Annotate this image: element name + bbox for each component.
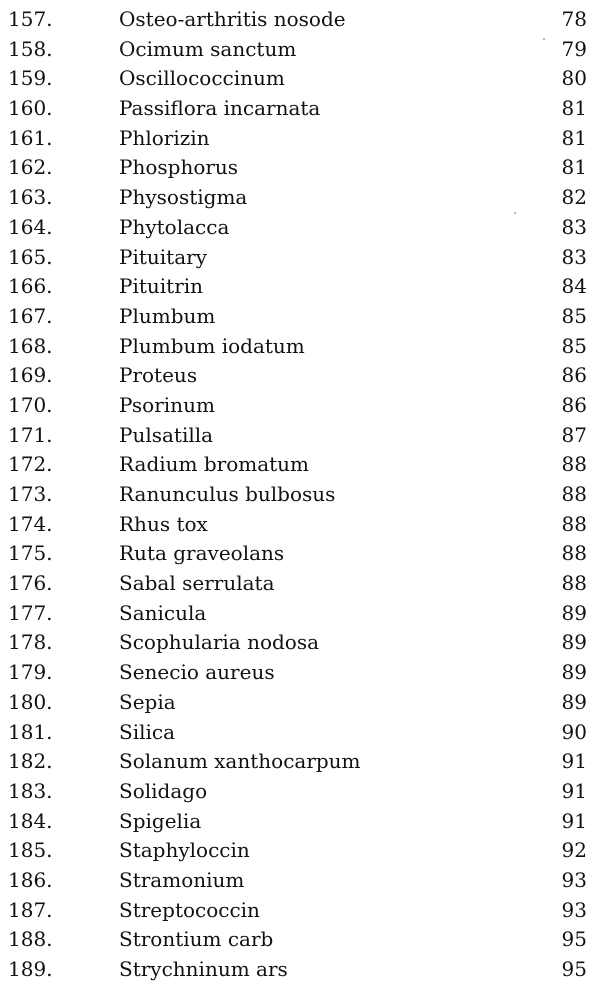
toc-entry bbox=[0, 35, 600, 65]
entry-title: Silica bbox=[119, 719, 176, 744]
toc-entry bbox=[0, 569, 600, 599]
entry-title: Pulsatilla bbox=[119, 422, 214, 447]
toc-entry bbox=[0, 807, 600, 837]
entry-title: Solanum xanthocarpum bbox=[119, 749, 361, 774]
entry-title: Streptococcin bbox=[119, 897, 260, 922]
entry-title: Staphyloccin bbox=[119, 838, 250, 863]
entry-number: 172. bbox=[8, 452, 53, 477]
entry-title: Phytolacca bbox=[119, 214, 230, 239]
entry-title: Ranunculus bulbosus bbox=[119, 482, 336, 506]
toc-entry bbox=[0, 539, 600, 569]
entry-title: Psorinum bbox=[119, 392, 215, 417]
entry-number: 173. bbox=[8, 482, 53, 506]
toc-entry bbox=[0, 243, 600, 273]
entry-page-number: 83 bbox=[561, 214, 587, 239]
entry-page-number: 92 bbox=[561, 838, 587, 863]
entry-page-number: 83 bbox=[561, 244, 587, 269]
toc-entry bbox=[0, 213, 600, 243]
entry-title: Senecio aureus bbox=[119, 660, 275, 685]
entry-number: 176. bbox=[8, 571, 53, 596]
toc-entry bbox=[0, 124, 600, 154]
entry-page-number: 91 bbox=[561, 808, 587, 833]
entry-number: 161. bbox=[8, 125, 53, 150]
toc-entry bbox=[0, 421, 600, 451]
entry-title: Plumbum iodatum bbox=[119, 333, 305, 358]
toc-entry bbox=[0, 450, 600, 480]
toc-entry bbox=[0, 153, 600, 183]
entry-page-number: 81 bbox=[561, 125, 587, 150]
entry-number: 186. bbox=[8, 867, 53, 892]
paper-speck bbox=[543, 38, 545, 40]
entry-title: Osteo-arthritis nosode bbox=[119, 7, 346, 31]
entry-number: 167. bbox=[8, 303, 53, 328]
entry-title: Strontium carb bbox=[119, 927, 274, 952]
entry-page-number: 89 bbox=[561, 660, 587, 685]
entry-title: Scophularia nodosa bbox=[119, 630, 320, 655]
paper-speck bbox=[514, 212, 516, 214]
entry-title: Phlorizin bbox=[119, 125, 210, 150]
toc-entry bbox=[0, 510, 600, 540]
entry-number: 157. bbox=[8, 7, 53, 31]
toc-entry bbox=[0, 628, 600, 658]
entry-number: 166. bbox=[8, 274, 53, 299]
entry-title: Phosphorus bbox=[119, 155, 239, 180]
entry-title: Ocimum sanctum bbox=[119, 36, 297, 61]
entry-page-number: 81 bbox=[561, 96, 587, 121]
toc-entry bbox=[0, 896, 600, 926]
toc-entry bbox=[0, 955, 600, 985]
entry-title: Physostigma bbox=[119, 185, 248, 210]
entry-title: Ruta graveolans bbox=[119, 541, 285, 566]
entry-number: 189. bbox=[8, 957, 53, 981]
toc-entry bbox=[0, 718, 600, 748]
entry-number: 162. bbox=[8, 155, 53, 180]
entry-page-number: 88 bbox=[561, 571, 587, 596]
entry-title: Sanicula bbox=[119, 600, 207, 625]
entry-number: 180. bbox=[8, 689, 53, 714]
toc-entry bbox=[0, 688, 600, 718]
entry-number: 160. bbox=[8, 96, 53, 121]
entry-page-number: 88 bbox=[561, 511, 587, 536]
entry-number: 182. bbox=[8, 749, 53, 774]
toc-entry bbox=[0, 836, 600, 866]
entry-page-number: 91 bbox=[561, 749, 587, 774]
entry-number: 170. bbox=[8, 392, 53, 417]
entry-title: Sepia bbox=[119, 689, 176, 714]
toc-entry bbox=[0, 64, 600, 94]
entry-page-number: 82 bbox=[561, 185, 587, 210]
entry-page-number: 89 bbox=[561, 600, 587, 625]
entry-number: 178. bbox=[8, 630, 53, 655]
toc-entry bbox=[0, 777, 600, 807]
toc-entry bbox=[0, 599, 600, 629]
entry-title: Stramonium bbox=[119, 867, 245, 892]
entry-number: 158. bbox=[8, 36, 53, 61]
entry-page-number: 88 bbox=[561, 482, 587, 506]
entry-title: Proteus bbox=[119, 363, 198, 388]
toc-entry bbox=[0, 658, 600, 688]
entry-number: 183. bbox=[8, 778, 53, 803]
entry-number: 181. bbox=[8, 719, 53, 744]
entry-page-number: 86 bbox=[561, 392, 587, 417]
entry-number: 168. bbox=[8, 333, 53, 358]
entry-number: 187. bbox=[8, 897, 53, 922]
entry-page-number: 93 bbox=[561, 867, 587, 892]
entry-title: Radium bromatum bbox=[119, 452, 310, 477]
toc-entry bbox=[0, 391, 600, 421]
toc-entry bbox=[0, 5, 600, 35]
entry-page-number: 86 bbox=[561, 363, 587, 388]
entry-page-number: 88 bbox=[561, 541, 587, 566]
toc-entry bbox=[0, 183, 600, 213]
entry-title: Solidago bbox=[119, 778, 208, 803]
entry-page-number: 87 bbox=[561, 422, 587, 447]
entry-page-number: 93 bbox=[561, 897, 587, 922]
entry-page-number: 85 bbox=[561, 333, 587, 358]
entry-number: 179. bbox=[8, 660, 53, 685]
entry-page-number: 81 bbox=[561, 155, 587, 180]
entry-title: Rhus tox bbox=[119, 511, 208, 536]
entry-number: 175. bbox=[8, 541, 53, 566]
entry-page-number: 79 bbox=[561, 36, 587, 61]
entry-number: 174. bbox=[8, 511, 53, 536]
toc-entry bbox=[0, 925, 600, 955]
entry-number: 169. bbox=[8, 363, 53, 388]
entry-title: Passiflora incarnata bbox=[119, 96, 321, 121]
entry-title: Spigelia bbox=[119, 808, 202, 833]
toc-entry bbox=[0, 302, 600, 332]
toc-entry bbox=[0, 480, 600, 510]
toc-entry bbox=[0, 866, 600, 896]
toc-entry bbox=[0, 332, 600, 362]
entry-page-number: 80 bbox=[561, 66, 587, 91]
entry-number: 164. bbox=[8, 214, 53, 239]
table-of-contents bbox=[0, 5, 600, 985]
toc-entry bbox=[0, 747, 600, 777]
toc-entry bbox=[0, 361, 600, 391]
entry-number: 159. bbox=[8, 66, 53, 91]
entry-number: 163. bbox=[8, 185, 53, 210]
entry-number: 184. bbox=[8, 808, 53, 833]
toc-entry bbox=[0, 94, 600, 124]
entry-number: 188. bbox=[8, 927, 53, 952]
entry-number: 177. bbox=[8, 600, 53, 625]
entry-number: 171. bbox=[8, 422, 53, 447]
entry-page-number: 78 bbox=[561, 7, 587, 31]
entry-page-number: 90 bbox=[561, 719, 587, 744]
toc-entry bbox=[0, 272, 600, 302]
entry-page-number: 91 bbox=[561, 778, 587, 803]
entry-page-number: 95 bbox=[561, 957, 587, 981]
entry-title: Plumbum bbox=[119, 303, 216, 328]
entry-title: Sabal serrulata bbox=[119, 571, 275, 596]
entry-page-number: 85 bbox=[561, 303, 587, 328]
entry-title: Pituitary bbox=[119, 244, 207, 269]
entry-number: 185. bbox=[8, 838, 53, 863]
entry-title: Oscillococcinum bbox=[119, 66, 285, 91]
entry-page-number: 89 bbox=[561, 689, 587, 714]
entry-title: Strychninum ars bbox=[119, 957, 288, 981]
entry-title: Pituitrin bbox=[119, 274, 204, 299]
entry-page-number: 89 bbox=[561, 630, 587, 655]
entry-page-number: 84 bbox=[561, 274, 587, 299]
entry-page-number: 88 bbox=[561, 452, 587, 477]
entry-number: 165. bbox=[8, 244, 53, 269]
entry-page-number: 95 bbox=[561, 927, 587, 952]
